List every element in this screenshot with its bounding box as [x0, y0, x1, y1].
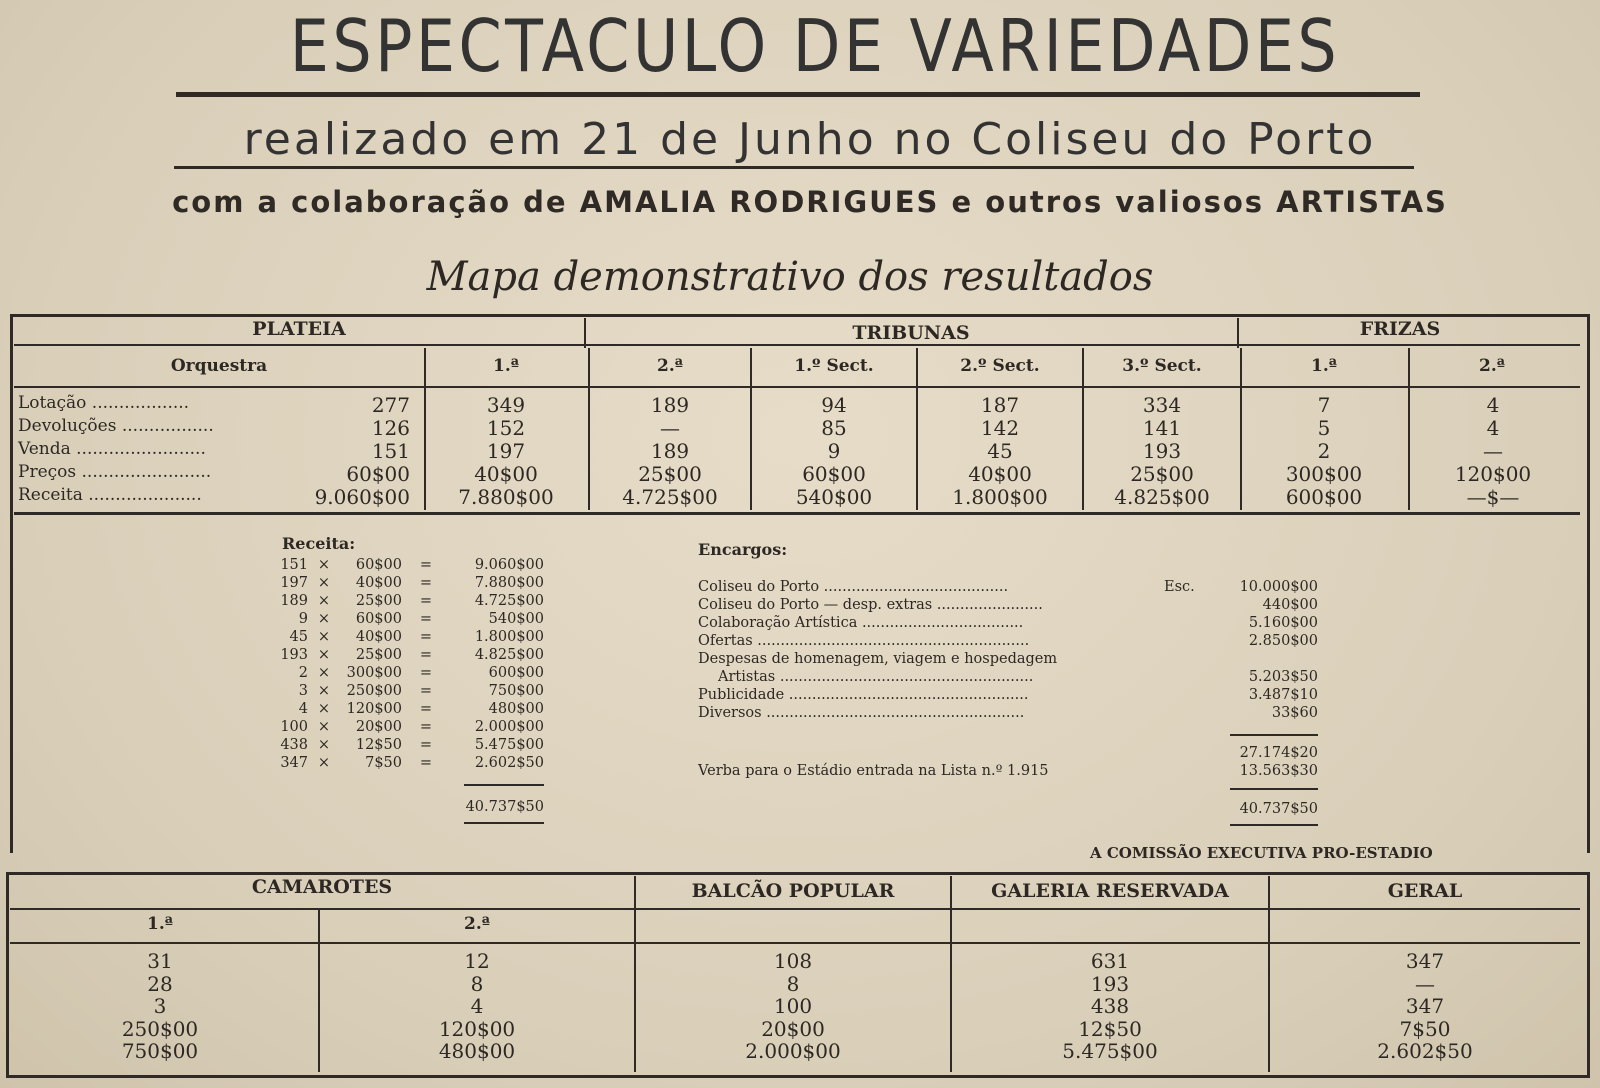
equals-column: = = = = = = = = = = = =	[419, 557, 433, 771]
group-frizas: FRIZAS	[1359, 318, 1441, 340]
col-frizas-2: 2.ª	[1478, 356, 1506, 376]
col-sect-3: 3.º Sect.	[1122, 356, 1202, 376]
group-balcao: BALCÃO POPULAR	[691, 880, 895, 902]
col-frizas-1: 1.ª	[1310, 356, 1338, 376]
col-plateia-1: 1.ª	[492, 356, 520, 376]
col-data-sect-1: 94 85 9 60$00 540$00	[795, 393, 873, 509]
col-tribunas-2: 2.ª	[656, 356, 684, 376]
map-title: Mapa demonstrativo dos resultados	[426, 254, 1154, 300]
col-data-sect-2: 187 142 45 40$00 1.800$00	[952, 393, 1048, 509]
group-geral: GERAL	[1387, 880, 1463, 902]
encargos-subtotal: 27.174$20	[1239, 745, 1318, 761]
col-data-sect-3: 334 141 193 25$00 4.825$00	[1114, 393, 1210, 509]
times-column: × × × × × × × × × × × ×	[317, 557, 331, 771]
encargos-values: 10.000$00 440$00 5.160$00 2.850$00 5.203$50 3.487$10 33$60	[1239, 579, 1318, 721]
encargos-total: 40.737$50	[1239, 801, 1318, 817]
col-sect-1: 1.º Sect.	[794, 356, 874, 376]
signature: A COMISSÃO EXECUTIVA PRO-ESTADIO	[1090, 844, 1433, 862]
encargos-heading: Encargos:	[698, 540, 788, 559]
subtitle-rule	[174, 166, 1414, 169]
subtitle: realizado em 21 de Junho no Coliseu do Porto	[243, 114, 1377, 165]
receita-grand-total: 40.737$50	[465, 799, 544, 815]
receita-qty-column: 151 197 189 9 45 193 2 3 4 100 438 347	[280, 557, 308, 771]
col-sect-2: 2.º Sect.	[960, 356, 1040, 376]
receita-price-column: 60$00 40$00 25$00 60$00 40$00 25$00 300$00 250$00 120$00 20$00 12$50 7$50	[346, 557, 402, 771]
collaboration-line: com a colaboração de AMALIA RODRIGUES e outros valiosos ARTISTAS	[172, 185, 1448, 219]
col-data-galeria: 631 193 438 12$50 5.475$00	[1062, 949, 1158, 1063]
col-data-camarotes-2: 12 8 4 120$00 480$00	[438, 949, 516, 1063]
title-rule	[176, 92, 1420, 97]
col-data-orquestra: 277 126 151 60$00 9.060$00	[314, 393, 410, 509]
col-camarotes-1: 1.ª	[146, 914, 174, 934]
col-data-frizas-2: 4 4 — 120$00 —$—	[1454, 393, 1532, 509]
verba-label: Verba para o Estádio entrada na Lista n.º 1.915	[698, 763, 1049, 779]
col-data-balcao: 108 8 100 20$00 2.000$00	[745, 949, 841, 1063]
col-data-tribunas-2: 189 — 189 25$00 4.725$00	[622, 393, 718, 509]
col-data-plateia-1: 349 152 197 40$00 7.880$00	[458, 393, 554, 509]
receita-total-column: 9.060$00 7.880$00 4.725$00 540$00 1.800$00 4.825$00 600$00 750$00 480$00 2.000$00 5.475$00 2.602$50	[474, 557, 544, 771]
col-camarotes-2: 2.ª	[463, 914, 491, 934]
col-orquestra: Orquestra	[170, 356, 268, 376]
page-title: ESPECTACULO DE VARIEDADES	[289, 4, 1341, 88]
col-data-frizas-1: 7 5 2 300$00 600$00	[1285, 393, 1363, 509]
receita-heading: Receita:	[282, 534, 356, 553]
group-camarotes: CAMAROTES	[251, 876, 393, 898]
col-data-geral: 347 — 347 7$50 2.602$50	[1377, 949, 1473, 1063]
currency-label: Esc.	[1164, 579, 1195, 595]
group-tribunas: TRIBUNAS	[852, 322, 970, 344]
col-data-camarotes-1: 31 28 3 250$00 750$00	[121, 949, 199, 1063]
verba-value: 13.563$30	[1239, 763, 1318, 779]
row-label-receita: Receita .....................	[18, 485, 202, 505]
row-label-lotacao: Lotação ..................	[18, 393, 190, 413]
row-label-precos: Preços ........................	[18, 462, 212, 482]
group-galeria: GALERIA RESERVADA	[991, 880, 1229, 902]
group-plateia: PLATEIA	[252, 318, 346, 340]
row-label-venda: Venda ........................	[18, 439, 206, 459]
encargos-labels: Coliseu do Porto ........................................ Coliseu do Porto — desp. extras ....................... Colaboração Artística ................................... Ofertas ........................................................... Despesas de homenagem, viagem e hospedagem Artistas ....................................................... Publicidade .................................................... Diversos ........................................................	[698, 579, 1058, 721]
row-label-devolucoes: Devoluções .................	[18, 416, 214, 436]
